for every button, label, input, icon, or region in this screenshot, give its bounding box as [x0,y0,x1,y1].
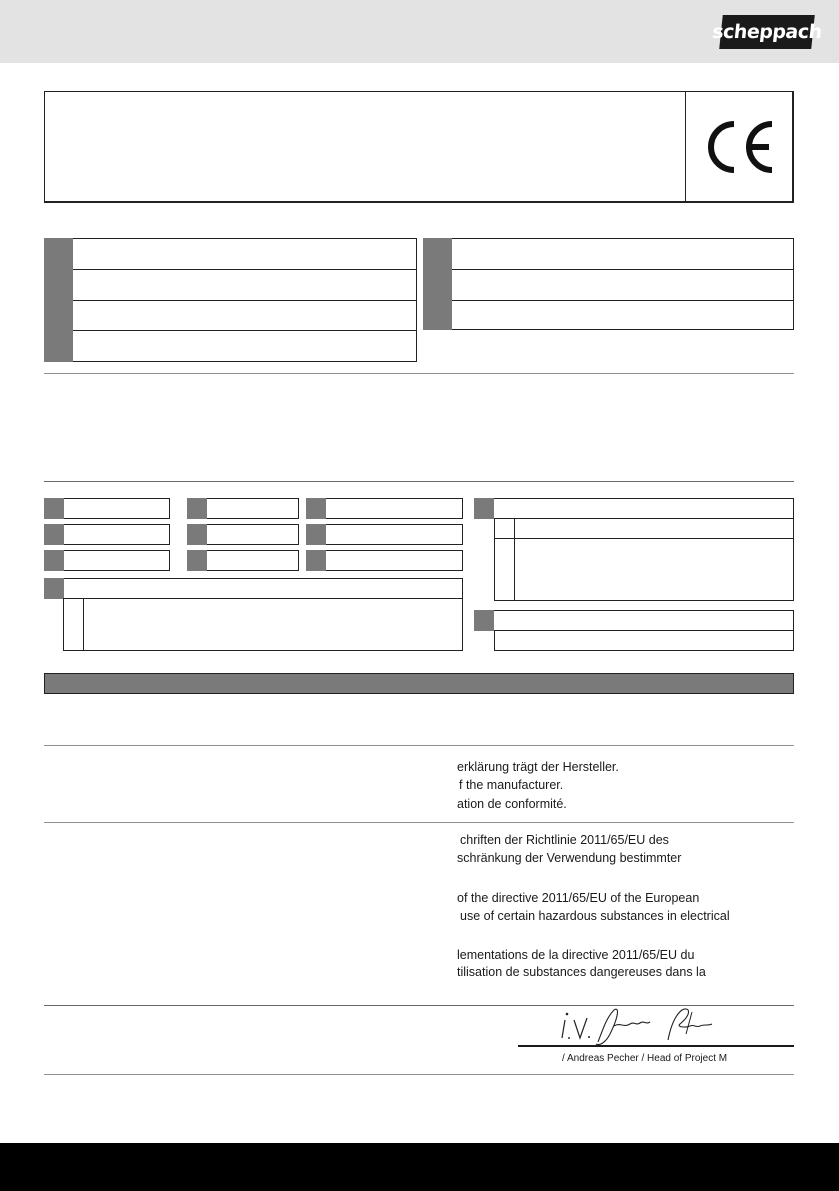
right-box-header [474,498,794,519]
signature-line [518,1045,794,1047]
field-box-right-2 [423,269,794,301]
small-marker-a2 [44,524,64,545]
field-box-right-3 [423,300,794,330]
signature-caption: / Andreas Pecher / Head of Project M [562,1053,728,1064]
field-marker-left-4 [44,330,73,362]
field-marker-right-2 [423,269,452,301]
small-marker-b2 [187,524,207,545]
right-box-marker [474,498,494,519]
field-marker-right-1 [423,238,452,270]
right-box2-body [494,630,794,651]
field-box-left-2 [44,269,417,301]
field-box-left-1 [44,238,417,270]
rohs-line-en-1: of the directive 2011/65/EU of the European [457,891,700,905]
small-marker-b1 [187,498,207,519]
small-box-c1 [306,498,463,519]
handwritten-signature [540,1004,715,1048]
right-box2-header [474,610,794,631]
field-box-left-4 [44,330,417,362]
field-marker-left-1 [44,238,73,270]
responsibility-line-2: f the manufacturer. [459,778,564,792]
wide-box-body [63,598,463,651]
field-box-right-1 [423,238,794,270]
responsibility-line-3: ation de conformité. [457,797,567,811]
divider-6 [44,1074,794,1075]
brand-logo: scheppach [719,15,815,49]
ce-mark-icon [700,116,780,178]
divider-1 [44,373,794,374]
divider-4 [44,822,794,823]
declaration-title-box [44,91,794,203]
divider-2 [44,481,794,482]
small-marker-c2 [306,524,326,545]
rohs-line-de-1: chriften der Richtlinie 2011/65/EU des [460,833,669,847]
divider-3 [44,745,794,746]
right-box-row-1 [494,518,794,539]
small-marker-a1 [44,498,64,519]
rohs-line-fr-1: lementations de la directive 2011/65/EU du [457,948,695,962]
field-marker-left-2 [44,269,73,301]
wide-box-marker [44,578,64,599]
small-marker-a3 [44,550,64,571]
field-marker-left-3 [44,300,73,332]
footer-bar [0,1143,839,1191]
field-marker-right-3 [423,300,452,330]
small-marker-b3 [187,550,207,571]
rohs-line-de-2: schränkung der Verwendung bestimmter [457,851,682,865]
small-marker-c3 [306,550,326,571]
section-bar [44,673,794,694]
rohs-line-en-2: use of certain hazardous substances in electrical [460,909,730,923]
small-box-c2 [306,524,463,545]
right-box-row-2-index [494,538,515,601]
responsibility-line-1: erklärung trägt der Hersteller. [457,760,619,774]
right-box-row-2 [494,538,794,601]
wide-box-header [44,578,463,599]
field-box-left-3 [44,300,417,332]
right-box-row-1-index [494,518,515,539]
small-box-c3 [306,550,463,571]
right-box2-marker [474,610,494,631]
wide-box-body-index [63,598,84,651]
small-marker-c1 [306,498,326,519]
rohs-line-fr-2: tilisation de substances dangereuses dans la [457,965,706,979]
